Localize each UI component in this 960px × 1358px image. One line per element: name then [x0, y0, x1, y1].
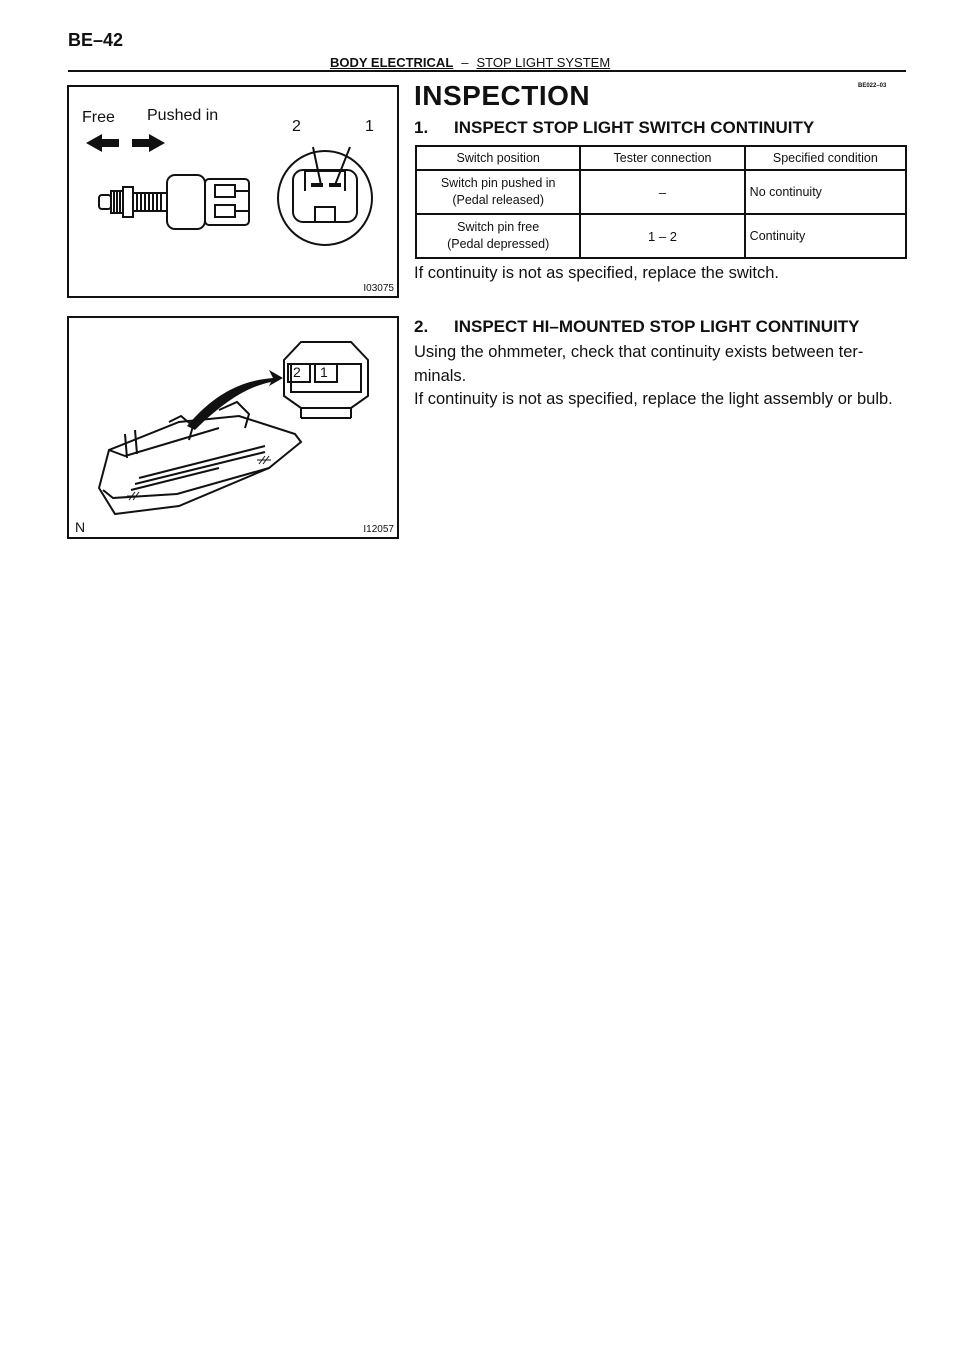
subsection-name: STOP LIGHT SYSTEM [476, 55, 611, 70]
connector-pin-2-label: 2 [293, 364, 301, 380]
pushed-in-label: Pushed in [147, 107, 219, 124]
switch-position-cell [416, 170, 580, 214]
pin-2-label: 2 [292, 118, 301, 135]
free-label: Free [82, 109, 115, 126]
section-separator: – [461, 55, 469, 70]
cell-line: (Pedal released) [452, 193, 545, 207]
specified-condition-cell: No continuity [745, 170, 906, 214]
table-row [416, 170, 906, 214]
tester-connection-cell: 1 – 2 [580, 214, 744, 258]
curved-arrow-icon [187, 370, 283, 430]
switch-position-cell [416, 214, 580, 258]
figure-letter: N [75, 519, 86, 535]
step-title: INSPECT HI–MOUNTED STOP LIGHT CONTINUITY [454, 317, 860, 336]
step-2-heading [414, 317, 860, 337]
table-row [416, 214, 906, 258]
hi-mounted-stop-light-figure [67, 316, 399, 539]
cell-line: (Pedal depressed) [447, 237, 550, 251]
replace-switch-note: If continuity is not as specified, replace the switch. [414, 264, 780, 282]
connector-face-icon [278, 147, 372, 245]
step-title: INSPECT STOP LIGHT SWITCH CONTINUITY [454, 118, 815, 137]
connector-icon [284, 342, 368, 418]
pushed-in-arrow-icon [132, 134, 165, 152]
page-title: INSPECTION [414, 80, 591, 111]
continuity-table [415, 145, 907, 259]
specified-condition-cell: Continuity [745, 214, 906, 258]
connector-pin-1-label: 1 [320, 364, 328, 380]
column-header: Tester connection [580, 146, 744, 170]
document-code: BE022–03 [858, 83, 887, 89]
step-number: 2. [414, 317, 429, 336]
step-1-heading [414, 118, 814, 138]
replace-light-note: If continuity is not as specified, replace the light assembly or bulb. [414, 390, 893, 408]
section-name: BODY ELECTRICAL [330, 55, 454, 70]
switch-body-icon [99, 175, 249, 229]
tester-connection-cell: – [580, 170, 744, 214]
cell-line: Switch pin free [457, 220, 540, 234]
page-number: BE–42 [68, 30, 124, 50]
ohmmeter-instruction: Using the ohmmeter, check that continuity exists between ter- minals. [414, 343, 864, 385]
free-arrow-icon [86, 134, 119, 152]
stop-light-switch-figure [67, 85, 399, 298]
column-header: Switch position [416, 146, 580, 170]
section-title [330, 55, 610, 70]
switch-illustration [69, 87, 397, 296]
column-header: Specified condition [745, 146, 906, 170]
step-number: 1. [414, 118, 429, 137]
figure-code: I12057 [363, 524, 394, 535]
header-rule [68, 70, 906, 72]
figure-code: I03075 [363, 283, 394, 294]
stop-light-illustration [69, 318, 397, 537]
cell-line: Switch pin pushed in [440, 176, 556, 190]
table-header-row [416, 146, 906, 170]
pin-1-label: 1 [365, 118, 374, 135]
